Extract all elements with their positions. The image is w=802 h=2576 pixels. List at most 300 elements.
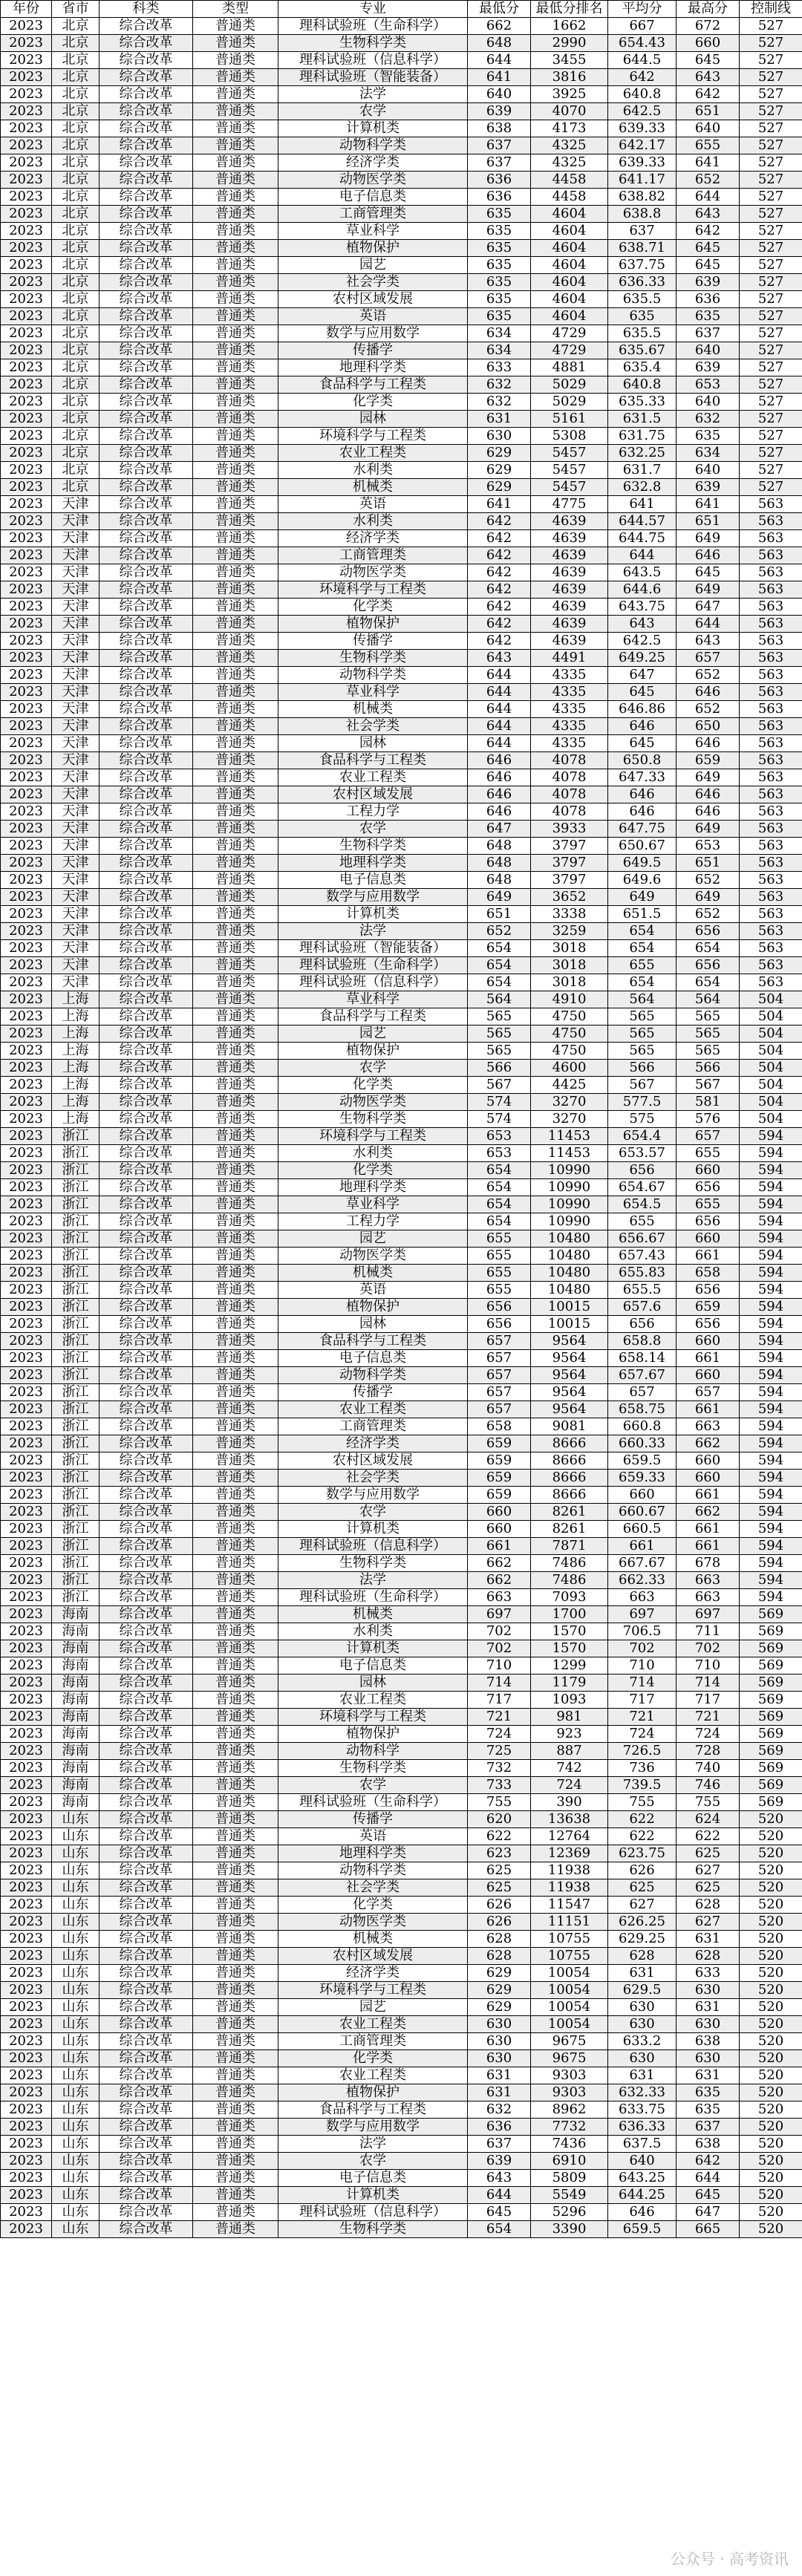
- table-cell: 5308: [531, 428, 608, 445]
- table-cell: 综合改革: [100, 359, 193, 376]
- table-cell: 普通类: [193, 2204, 278, 2221]
- table-cell: 农村区域发展: [278, 786, 468, 803]
- table-cell: 636.33: [608, 2119, 677, 2136]
- table-cell: 647: [677, 599, 740, 616]
- table-cell: 2023: [1, 872, 52, 889]
- table-cell: 655: [677, 1196, 740, 1213]
- table-cell: 5457: [531, 445, 608, 462]
- table-cell: 普通类: [193, 906, 278, 923]
- table-cell: 综合改革: [100, 1384, 193, 1401]
- table-cell: 632: [468, 2101, 531, 2119]
- table-cell: 天津: [52, 701, 100, 718]
- table-cell: 浙江: [52, 1196, 100, 1213]
- table-cell: 天津: [52, 838, 100, 855]
- table-cell: 630: [608, 1999, 677, 2016]
- table-cell: 643: [468, 650, 531, 667]
- table-cell: 569: [740, 1640, 802, 1657]
- table-cell: 综合改革: [100, 52, 193, 69]
- table-cell: 563: [740, 718, 802, 735]
- table-cell: 520: [740, 2136, 802, 2153]
- table-cell: 综合改革: [100, 274, 193, 291]
- table-row: [1, 2221, 802, 2238]
- table-cell: 综合改革: [100, 581, 193, 599]
- table-cell: 667.67: [608, 1555, 677, 1572]
- table-cell: 动物医学类: [278, 1248, 468, 1265]
- table-cell: 北京: [52, 411, 100, 428]
- table-cell: 综合改革: [100, 376, 193, 394]
- table-cell: 9564: [531, 1384, 608, 1401]
- table-cell: 702: [468, 1640, 531, 1657]
- table-cell: 上海: [52, 1094, 100, 1111]
- table-cell: 642: [677, 223, 740, 240]
- table-cell: 农业工程类: [278, 1401, 468, 1418]
- table-cell: 动物科学类: [278, 1862, 468, 1879]
- table-cell: 630: [468, 428, 531, 445]
- table-cell: 普通类: [193, 411, 278, 428]
- table-cell: 645: [677, 2187, 740, 2204]
- table-cell: 普通类: [193, 2067, 278, 2084]
- table-cell: 山东: [52, 2119, 100, 2136]
- table-cell: 普通类: [193, 1572, 278, 1589]
- table-cell: 普通类: [193, 1982, 278, 1999]
- table-cell: 563: [740, 940, 802, 957]
- table-cell: 综合改革: [100, 1316, 193, 1333]
- table-row: [1, 1777, 802, 1794]
- table-cell: 北京: [52, 308, 100, 325]
- table-cell: 食品科学与工程类: [278, 1333, 468, 1350]
- table-cell: 综合改革: [100, 1128, 193, 1145]
- table-row: [1, 599, 802, 616]
- table-cell: 法学: [278, 923, 468, 940]
- table-cell: 657: [468, 1384, 531, 1401]
- table-cell: 2023: [1, 308, 52, 325]
- table-cell: 2023: [1, 564, 52, 581]
- table-cell: 527: [740, 376, 802, 394]
- table-cell: 理科试验班（智能装备）: [278, 69, 468, 86]
- table-cell: 2023: [1, 2221, 52, 2238]
- table-cell: 1570: [531, 1640, 608, 1657]
- table-row: [1, 513, 802, 530]
- table-cell: 657: [608, 1384, 677, 1401]
- table-cell: 594: [740, 1418, 802, 1435]
- table-cell: 综合改革: [100, 530, 193, 547]
- table-cell: 水利类: [278, 462, 468, 479]
- table-cell: 普通类: [193, 376, 278, 394]
- table-cell: 普通类: [193, 974, 278, 991]
- table-cell: 1700: [531, 1606, 608, 1623]
- table-cell: 2023: [1, 2187, 52, 2204]
- table-cell: 工程力学: [278, 803, 468, 821]
- table-cell: 浙江: [52, 1470, 100, 1487]
- table-cell: 海南: [52, 1777, 100, 1794]
- table-cell: 北京: [52, 445, 100, 462]
- table-cell: 综合改革: [100, 906, 193, 923]
- table-cell: 普通类: [193, 1248, 278, 1265]
- table-cell: 4639: [531, 564, 608, 581]
- table-cell: 649: [677, 581, 740, 599]
- table-cell: 648: [468, 855, 531, 872]
- table-cell: 草业科学: [278, 991, 468, 1008]
- table-cell: 普通类: [193, 69, 278, 86]
- table-cell: 综合改革: [100, 1350, 193, 1367]
- table-cell: 2023: [1, 838, 52, 855]
- table-cell: 4604: [531, 206, 608, 223]
- table-cell: 普通类: [193, 445, 278, 462]
- table-cell: 普通类: [193, 1589, 278, 1606]
- table-cell: 天津: [52, 803, 100, 821]
- table-cell: 637.5: [608, 2136, 677, 2153]
- table-cell: 普通类: [193, 274, 278, 291]
- table-cell: 综合改革: [100, 752, 193, 769]
- table-cell: 667: [608, 18, 677, 35]
- table-cell: 724: [468, 1726, 531, 1743]
- table-cell: 631: [677, 1931, 740, 1948]
- table-cell: 576: [677, 1111, 740, 1128]
- table-cell: 8666: [531, 1452, 608, 1470]
- table-cell: 660: [677, 1333, 740, 1350]
- table-cell: 563: [740, 564, 802, 581]
- table-cell: 综合改革: [100, 2067, 193, 2084]
- table-cell: 648: [468, 838, 531, 855]
- table-cell: 经济学类: [278, 154, 468, 172]
- table-cell: 714: [677, 1675, 740, 1692]
- table-cell: 山东: [52, 1811, 100, 1828]
- table-cell: 普通类: [193, 1931, 278, 1948]
- table-cell: 577.5: [608, 1094, 677, 1111]
- table-cell: 569: [740, 1709, 802, 1726]
- table-cell: 625: [677, 1845, 740, 1862]
- table-cell: 北京: [52, 52, 100, 69]
- table-row: [1, 257, 802, 274]
- table-cell: 普通类: [193, 1435, 278, 1452]
- table-cell: 657.6: [608, 1299, 677, 1316]
- table-cell: 657.43: [608, 1248, 677, 1265]
- table-cell: 11938: [531, 1879, 608, 1897]
- table-cell: 527: [740, 206, 802, 223]
- table-cell: 527: [740, 86, 802, 103]
- table-cell: 生物科学类: [278, 1111, 468, 1128]
- table-row: [1, 2033, 802, 2050]
- table-cell: 普通类: [193, 1948, 278, 1965]
- table-cell: 环境科学与工程类: [278, 1709, 468, 1726]
- table-cell: 640: [677, 120, 740, 137]
- table-cell: 综合改革: [100, 1777, 193, 1794]
- table-cell: 山东: [52, 1931, 100, 1948]
- table-cell: 642: [468, 616, 531, 633]
- table-cell: 2023: [1, 1128, 52, 1145]
- table-row: [1, 1709, 802, 1726]
- table-cell: 661: [677, 1521, 740, 1538]
- table-cell: 2023: [1, 1743, 52, 1760]
- table-cell: 农业工程类: [278, 445, 468, 462]
- table-cell: 1093: [531, 1692, 608, 1709]
- table-cell: 2023: [1, 189, 52, 206]
- table-cell: 普通类: [193, 1043, 278, 1060]
- table-cell: 567: [608, 1077, 677, 1094]
- table-cell: 化学类: [278, 394, 468, 411]
- table-row: [1, 1879, 802, 1897]
- table-cell: 564: [468, 991, 531, 1008]
- table-cell: 635: [468, 240, 531, 257]
- table-cell: 632: [468, 394, 531, 411]
- table-cell: 520: [740, 1811, 802, 1828]
- table-row: [1, 752, 802, 769]
- table-cell: 504: [740, 1043, 802, 1060]
- table-cell: 642: [468, 581, 531, 599]
- table-cell: 综合改革: [100, 735, 193, 752]
- table-cell: 综合改革: [100, 1521, 193, 1538]
- table-cell: 普通类: [193, 1555, 278, 1572]
- table-cell: 654: [468, 1162, 531, 1179]
- table-cell: 504: [740, 991, 802, 1008]
- table-cell: 普通类: [193, 1692, 278, 1709]
- table-cell: 594: [740, 1538, 802, 1555]
- table-cell: 机械类: [278, 701, 468, 718]
- table-cell: 综合改革: [100, 1965, 193, 1982]
- table-cell: 520: [740, 2187, 802, 2204]
- table-cell: 环境科学与工程类: [278, 581, 468, 599]
- table-cell: 710: [468, 1657, 531, 1675]
- table-cell: 工商管理类: [278, 206, 468, 223]
- table-cell: 632: [468, 376, 531, 394]
- table-cell: 普通类: [193, 940, 278, 957]
- table-cell: 660.67: [608, 1504, 677, 1521]
- table-cell: 2023: [1, 1077, 52, 1094]
- table-cell: 传播学: [278, 633, 468, 650]
- table-cell: 594: [740, 1589, 802, 1606]
- table-cell: 综合改革: [100, 1060, 193, 1077]
- table-row: [1, 445, 802, 462]
- table-cell: 644.57: [608, 513, 677, 530]
- table-cell: 628: [608, 1948, 677, 1965]
- table-cell: 综合改革: [100, 137, 193, 154]
- table-cell: 环境科学与工程类: [278, 1982, 468, 1999]
- table-cell: 651: [677, 855, 740, 872]
- table-cell: 594: [740, 1230, 802, 1248]
- table-cell: 普通类: [193, 1179, 278, 1196]
- table-cell: 663: [677, 1418, 740, 1435]
- table-cell: 普通类: [193, 1452, 278, 1470]
- table-row: [1, 821, 802, 838]
- table-row: [1, 940, 802, 957]
- table-row: [1, 411, 802, 428]
- table-cell: 山东: [52, 1862, 100, 1879]
- table-cell: 660.5: [608, 1521, 677, 1538]
- table-cell: 5457: [531, 479, 608, 496]
- table-cell: 630: [468, 2016, 531, 2033]
- table-cell: 综合改革: [100, 342, 193, 359]
- table-cell: 638.71: [608, 240, 677, 257]
- table-cell: 527: [740, 411, 802, 428]
- table-row: [1, 137, 802, 154]
- table-cell: 理科试验班（信息科学）: [278, 52, 468, 69]
- table-row: [1, 2204, 802, 2221]
- table-cell: 数学与应用数学: [278, 2119, 468, 2136]
- table-cell: 646: [608, 786, 677, 803]
- table-cell: 2023: [1, 1299, 52, 1316]
- table-cell: 657: [468, 1350, 531, 1367]
- table-cell: 机械类: [278, 479, 468, 496]
- table-cell: 642: [468, 564, 531, 581]
- table-cell: 565: [608, 1025, 677, 1043]
- table-cell: 农村区域发展: [278, 291, 468, 308]
- table-cell: 综合改革: [100, 1248, 193, 1265]
- table-cell: 633: [468, 359, 531, 376]
- table-cell: 653: [468, 1128, 531, 1145]
- table-cell: 626: [608, 1862, 677, 1879]
- table-cell: 658: [677, 1265, 740, 1282]
- table-row: [1, 1760, 802, 1777]
- table-cell: 644: [608, 547, 677, 564]
- table-cell: 农学: [278, 1777, 468, 1794]
- table-row: [1, 786, 802, 803]
- table-cell: 1570: [531, 1623, 608, 1640]
- table-cell: 3270: [531, 1111, 608, 1128]
- table-cell: 2023: [1, 667, 52, 684]
- table-cell: 637: [677, 2119, 740, 2136]
- table-cell: 7093: [531, 1589, 608, 1606]
- table-cell: 综合改革: [100, 2033, 193, 2050]
- table-cell: 上海: [52, 1060, 100, 1077]
- table-cell: 浙江: [52, 1555, 100, 1572]
- table-cell: 动物科学类: [278, 137, 468, 154]
- table-cell: 594: [740, 1213, 802, 1230]
- table-cell: 综合改革: [100, 769, 193, 786]
- table-cell: 2023: [1, 1760, 52, 1777]
- table-cell: 4078: [531, 752, 608, 769]
- table-cell: 海南: [52, 1794, 100, 1811]
- table-cell: 浙江: [52, 1435, 100, 1452]
- table-cell: 普通类: [193, 291, 278, 308]
- table-cell: 678: [677, 1555, 740, 1572]
- table-cell: 566: [608, 1060, 677, 1077]
- table-row: [1, 769, 802, 786]
- table-cell: 654: [468, 957, 531, 974]
- table-cell: 10990: [531, 1179, 608, 1196]
- table-cell: 生物科学类: [278, 2221, 468, 2238]
- table-cell: 527: [740, 308, 802, 325]
- table-row: [1, 1828, 802, 1845]
- table-cell: 4600: [531, 1060, 608, 1077]
- table-cell: 697: [677, 1606, 740, 1623]
- table-cell: 2023: [1, 2084, 52, 2101]
- table-cell: 633.2: [608, 2033, 677, 2050]
- table-cell: 3390: [531, 2221, 608, 2238]
- table-cell: 654: [468, 2221, 531, 2238]
- table-cell: 食品科学与工程类: [278, 1008, 468, 1025]
- table-cell: 2023: [1, 1692, 52, 1709]
- table-cell: 654: [608, 974, 677, 991]
- table-cell: 普通类: [193, 1350, 278, 1367]
- table-cell: 646: [677, 786, 740, 803]
- table-row: [1, 2101, 802, 2119]
- table-cell: 12764: [531, 1828, 608, 1845]
- table-cell: 农村区域发展: [278, 1948, 468, 1965]
- table-cell: 10755: [531, 1948, 608, 1965]
- table-cell: 普通类: [193, 1333, 278, 1350]
- table-cell: 普通类: [193, 2033, 278, 2050]
- table-row: [1, 1675, 802, 1692]
- table-cell: 658: [468, 1418, 531, 1435]
- table-cell: 普通类: [193, 1538, 278, 1555]
- table-cell: 综合改革: [100, 667, 193, 684]
- table-cell: 4910: [531, 991, 608, 1008]
- table-cell: 630: [608, 2050, 677, 2067]
- table-cell: 2023: [1, 1145, 52, 1162]
- table-cell: 综合改革: [100, 1538, 193, 1555]
- table-cell: 635.5: [608, 325, 677, 342]
- table-cell: 630: [468, 2033, 531, 2050]
- table-cell: 食品科学与工程类: [278, 752, 468, 769]
- table-cell: 717: [608, 1692, 677, 1709]
- table-cell: 2023: [1, 1060, 52, 1077]
- table-cell: 644: [677, 189, 740, 206]
- table-cell: 4604: [531, 257, 608, 274]
- table-cell: 4639: [531, 633, 608, 650]
- table-cell: 646: [608, 803, 677, 821]
- table-cell: 4078: [531, 786, 608, 803]
- table-cell: 动物科学类: [278, 667, 468, 684]
- table-cell: 10480: [531, 1282, 608, 1299]
- table-cell: 数学与应用数学: [278, 889, 468, 906]
- table-cell: 北京: [52, 137, 100, 154]
- table-cell: 656: [677, 1282, 740, 1299]
- table-cell: 计算机类: [278, 2187, 468, 2204]
- table-cell: 520: [740, 2170, 802, 2187]
- table-cell: 天津: [52, 769, 100, 786]
- table-cell: 629: [468, 1965, 531, 1982]
- table-cell: 697: [608, 1606, 677, 1623]
- table-cell: 520: [740, 1931, 802, 1948]
- table-cell: 综合改革: [100, 2204, 193, 2221]
- table-cell: 594: [740, 1487, 802, 1504]
- table-cell: 农学: [278, 821, 468, 838]
- table-cell: 9081: [531, 1418, 608, 1435]
- table-row: [1, 1145, 802, 1162]
- table-cell: 726.5: [608, 1743, 677, 1760]
- table-row: [1, 342, 802, 359]
- table-cell: 653: [677, 838, 740, 855]
- table-cell: 普通类: [193, 1316, 278, 1333]
- table-cell: 天津: [52, 667, 100, 684]
- table-cell: 普通类: [193, 428, 278, 445]
- table-cell: 655: [677, 137, 740, 154]
- table-cell: 综合改革: [100, 599, 193, 616]
- table-cell: 动物医学类: [278, 1094, 468, 1111]
- table-cell: 动物医学类: [278, 172, 468, 189]
- table-row: [1, 718, 802, 735]
- table-cell: 662: [468, 18, 531, 35]
- table-cell: 629: [468, 479, 531, 496]
- table-cell: 普通类: [193, 1675, 278, 1692]
- table-cell: 普通类: [193, 667, 278, 684]
- table-cell: 山东: [52, 2204, 100, 2221]
- table-cell: 631.5: [608, 411, 677, 428]
- table-cell: 563: [740, 821, 802, 838]
- table-row: [1, 1862, 802, 1879]
- table-cell: 综合改革: [100, 1572, 193, 1589]
- table-row: [1, 1982, 802, 1999]
- table-cell: 综合改革: [100, 1743, 193, 1760]
- table-cell: 527: [740, 359, 802, 376]
- table-cell: 8666: [531, 1435, 608, 1452]
- table-cell: 631.7: [608, 462, 677, 479]
- table-cell: 637: [468, 2136, 531, 2153]
- table-cell: 2023: [1, 1111, 52, 1128]
- table-cell: 657: [468, 1367, 531, 1384]
- table-row: [1, 1077, 802, 1094]
- table-cell: 3259: [531, 923, 608, 940]
